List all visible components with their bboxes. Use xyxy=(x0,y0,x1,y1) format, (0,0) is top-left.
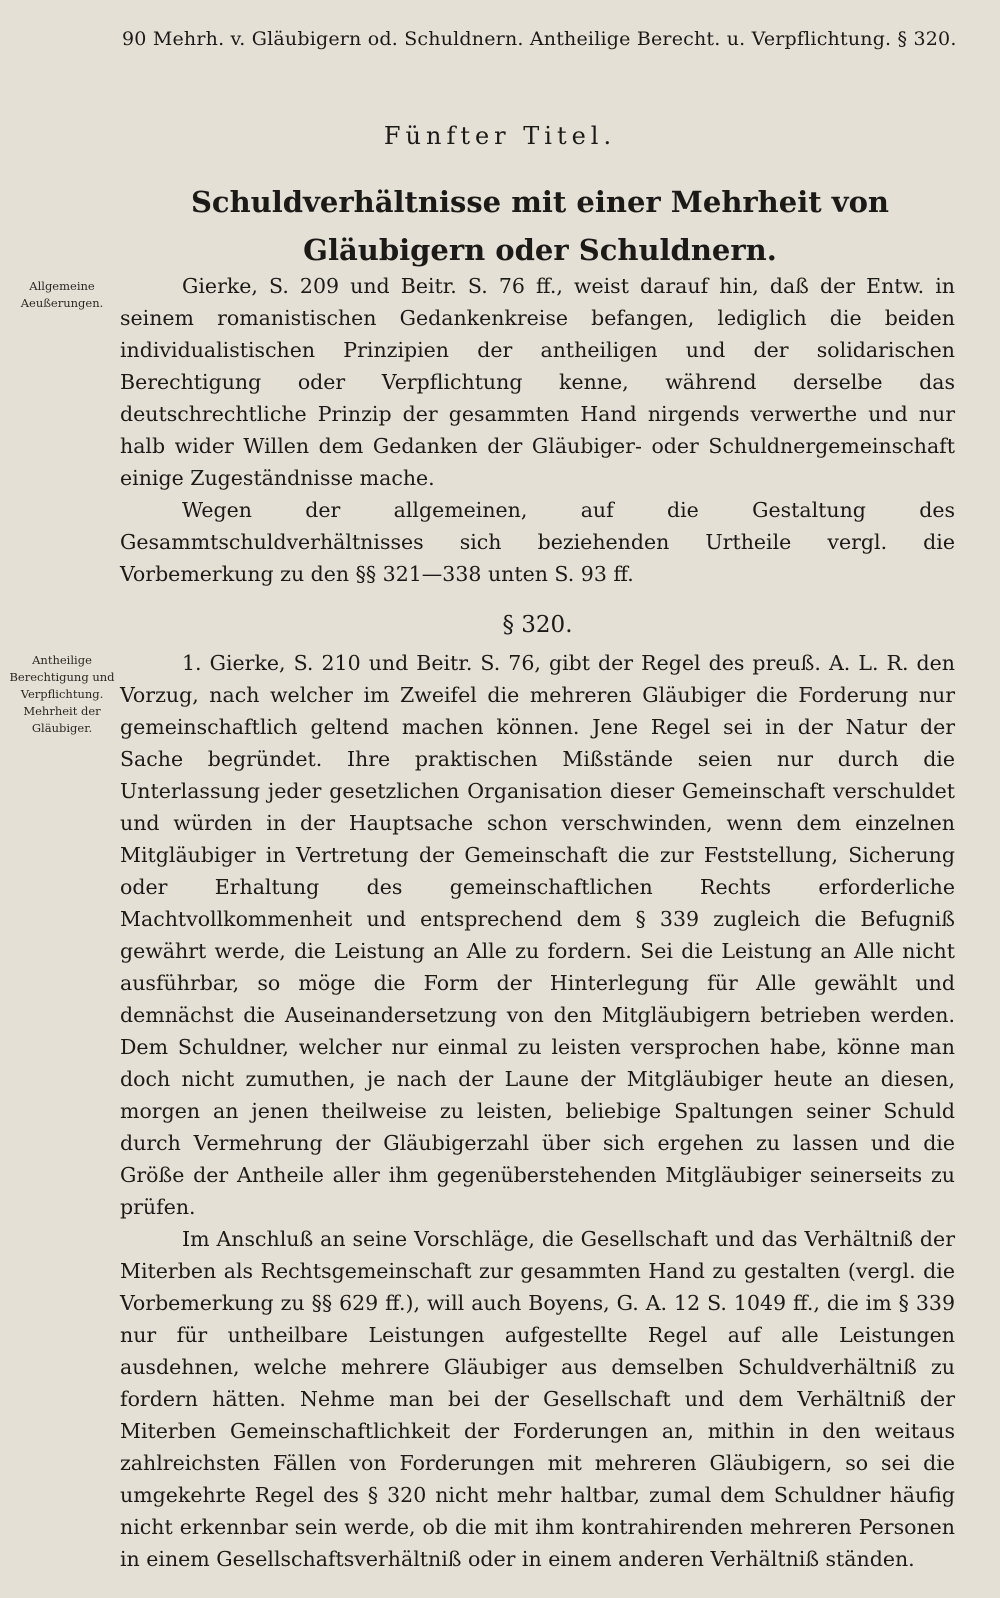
running-head: 90 Mehrh. v. Gläubigern od. Schuldnern. Antheilige Berecht. u. Verpflichtung. § 320. xyxy=(122,28,957,50)
section-paragraph: Im Anschluß an seine Vorschläge, die Gesellschaft und das Verhältniß der Miterben als Rechtsgemeinschaft zur gesammten Hand zu gestalten (vergl. die Vorbemerkung zu §§ 629 ff.), will auch Boyens, G. A. 12 S. 1049 ff., die im § 339 nur für untheilbare Leistungen aufgestellte Regel auf alle Leistungen ausdehnen, welche mehrere Gläubiger aus demselben Schuldverhältniß zu fordern hätten. Nehme man bei der Gesellschaft und dem Verhältniß der Miterben Gemeinschaftlichkeit der Forderungen an, mithin in den weitaus zahlreichsten Fällen von Forderungen mit mehreren Gläubigern, so sei die umgekehrte Regel des § 320 nicht mehr haltbar, zumal dem Schuldner häufig nicht erkennbar sein werde, ob die mit ihm kontrahirenden mehreren Personen in einem Gesellschaftsverhältniß oder in einem anderen Verhältniß ständen. xyxy=(120,1227,955,1571)
intro-text xyxy=(120,270,955,590)
section-paragraph: 1. Gierke, S. 210 und Beitr. S. 76, gibt der Regel des preuß. A. L. R. den Vorzug, nach welcher im Zweifel die mehreren Gläubiger die Forderung nur gemeinschaftlich geltend machen können. Jene Regel sei in der Natur der Sache begründet. Ihre praktischen Mißstände seien nur durch die Unterlassung jeder gesetzlichen Organisation dieser Gemeinschaft verschuldet und würden in der Hauptsache schon verschwinden, wenn dem einzelnen Mitgläubiger in Vertretung der Gemeinschaft die zur Feststellung, Sicherung oder Erhaltung des gemeinschaftlichen Rechts erforderliche Machtvollkommenheit und entsprechend dem § 339 zugleich die Befugniß gewährt werde, die Leistung an Alle zu fordern. Sei die Leistung an Alle nicht ausführbar, so möge die Form der Hinterlegung für Alle gewählt und demnächst die Auseinandersetzung von den Mitgläubigern betrieben werden. Dem Schuldner, welcher nur einmal zu leisten versprochen habe, könne man doch nicht zumuthen, je nach der Laune der Mitgläubiger heute an diesen, morgen an jenen theilweise zu leisten, beliebige Spaltungen seiner Schuld durch Vermehrung der Gläubigerzahl über sich ergehen zu lassen und die Größe der Antheile aller ihm gegenüberstehenden Mitgläubiger seinerseits zu prüfen. xyxy=(120,651,955,1219)
section-text xyxy=(120,647,955,1575)
section-sign: § 320. xyxy=(502,612,573,638)
intro-paragraph: Wegen der allgemeinen, auf die Gestaltung des Gesammtschuldverhältnisses sich beziehenden Urtheile vergl. die Vorbemerkung zu den §§ 321—338 unten S. 93 ff. xyxy=(120,498,955,586)
margin-note-section: Antheilige Berechtigung und Verpflichtung. Mehrheit der Gläubiger. xyxy=(9,653,115,735)
margin-note-general: Allgemeine Aeußerungen. xyxy=(20,279,104,310)
title-label: Fünfter Titel. xyxy=(383,122,617,150)
intro-paragraph: Gierke, S. 209 und Beitr. S. 76 ff., weist darauf hin, daß der Entw. in seinem romanistischen Gedankenkreise befangen, lediglich die beiden individualistischen Prinzipien der antheiligen und der solidarischen Berechtigung oder Verpflichtung kenne, während derselbe das deutschrechtliche Prinzip der gesammten Hand nirgends verwerthe und nur halb wider Willen dem Gedanken der Gläubiger- oder Schuldnergemeinschaft einige Zugeständnisse mache. xyxy=(120,274,955,490)
chapter-heading: Schuldverhältnisse mit einer Mehrheit von Gläubigern oder Schuldnern. xyxy=(190,185,890,267)
